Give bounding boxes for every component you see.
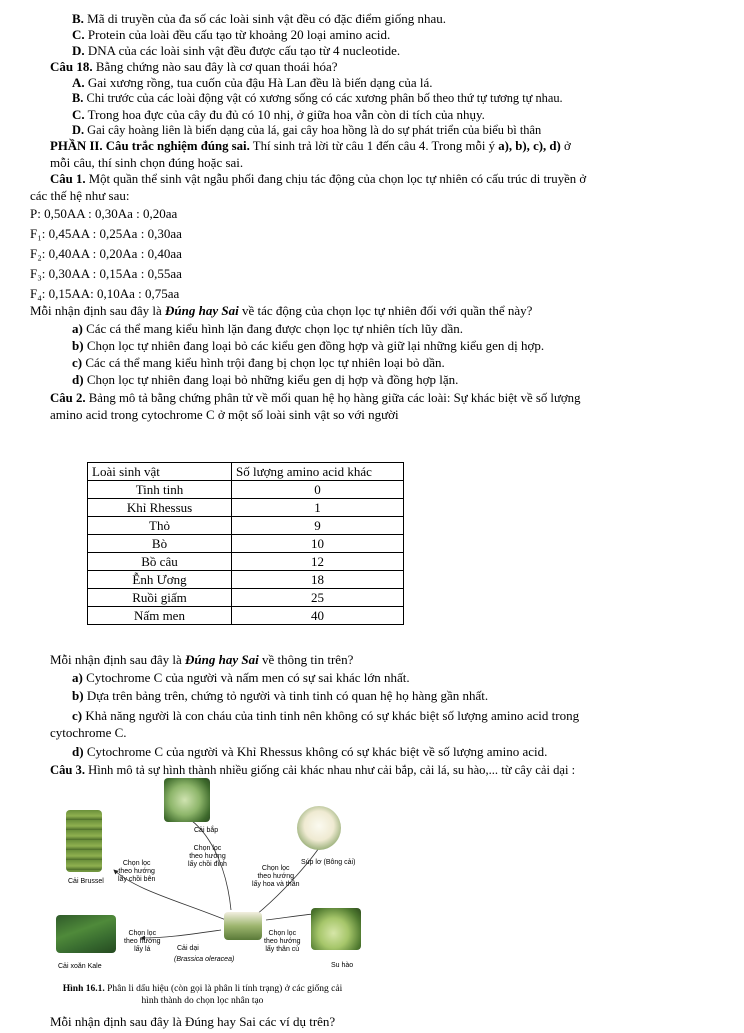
label-brassica: (Brassica oleracea) bbox=[174, 956, 235, 963]
table-header-cell: Số lượng amino acid khác bbox=[232, 463, 404, 481]
cauliflower-image bbox=[297, 806, 341, 850]
c1-gen-f2: F₂: 0,40AA : 0,20Aa : 0,40aa bbox=[30, 246, 182, 261]
c2-statement-c-cont: cytochrome C. bbox=[50, 725, 127, 740]
table-header-cell: Loài sinh vật bbox=[88, 463, 232, 481]
q18-option-b: B. Chi trước của các loài động vật có xương sống có các xương phân bố theo thứ tự tương tự nhau. bbox=[72, 91, 563, 105]
c1-gen-f1: F₁: 0,45AA : 0,25Aa : 0,30aa bbox=[30, 226, 182, 241]
table-row bbox=[88, 589, 404, 607]
label-select-terminal-bud: Chọn lọc theo hướng lấy chồi đỉnh bbox=[188, 845, 227, 868]
table-cell-count: 12 bbox=[232, 553, 404, 571]
label-cai-brussel: Cải Brussel bbox=[68, 878, 104, 885]
c1-statement-b: b) Chọn lọc tự nhiên đang loại bỏ các kiểu gen đồng hợp và giữ lại những kiểu gen dị hợp. bbox=[72, 338, 545, 353]
q17-option-d: D. DNA của các loài sinh vật đều được cấu tạo từ 4 nucleotide. bbox=[72, 43, 401, 58]
brussels-sprouts-image bbox=[66, 810, 102, 872]
table-cell-count: 10 bbox=[232, 535, 404, 553]
table-cell-count: 25 bbox=[232, 589, 404, 607]
c3-prompt: Mỗi nhận định sau đây là Đúng hay Sai các ví dụ trên? bbox=[50, 1014, 336, 1029]
table-cell-count: 9 bbox=[232, 517, 404, 535]
table-row bbox=[88, 571, 404, 589]
table-cell-species: Thỏ bbox=[88, 517, 232, 535]
table-cell-species: Khỉ Rhessus bbox=[88, 499, 232, 517]
q18-option-c: C. Trong hoa đực của cây đu đủ có 10 nhị, ở giữa hoa vẫn còn di tích của nhụy. bbox=[72, 107, 485, 122]
c2-stem-cont: amino acid trong cytochrome C ở một số loài sinh vật so với người bbox=[50, 407, 399, 422]
table-cell-species: Ruồi giấm bbox=[88, 589, 232, 607]
table-cell-species: Tinh tinh bbox=[88, 481, 232, 499]
label-cai-dai: Cải dại bbox=[177, 945, 199, 952]
table-row bbox=[88, 553, 404, 571]
table-row bbox=[88, 499, 404, 517]
label-select-lateral-bud: Chọn lọc theo hướng lấy chồi bên bbox=[118, 860, 156, 883]
table-cell-count: 1 bbox=[232, 499, 404, 517]
c1-gen-p: P: 0,50AA : 0,30Aa : 0,20aa bbox=[30, 206, 178, 221]
label-su-hao: Su hào bbox=[331, 962, 354, 969]
kohlrabi-image bbox=[311, 908, 361, 950]
c1-statement-a: a) Các cá thể mang kiểu hình lặn đang được chọn lọc tự nhiên tích lũy dần. bbox=[72, 321, 464, 336]
table-header-row bbox=[88, 463, 404, 481]
q18-option-d: D. Gai cây hoàng liên là biến dạng của lá, gai cây hoa hồng là do sự phát triển của biểu bì thân bbox=[72, 123, 542, 137]
q17-option-b: B. Mã di truyền của đa số các loài sinh vật đều có đặc điểm giống nhau. bbox=[72, 11, 447, 26]
table-cell-species: Nấm men bbox=[88, 607, 232, 625]
label-select-stem-tuber: Chọn lọc theo hướng lấy thân củ bbox=[264, 930, 301, 953]
table-row bbox=[88, 481, 404, 499]
part2-instruction: mỗi câu, thí sinh chọn đúng hoặc sai. bbox=[50, 155, 244, 170]
figure-caption: Hình 16.1. Phân li dấu hiệu (còn gọi là phân li tính trạng) ở các giống cải hình thành do chọn lọc nhân tạo bbox=[62, 984, 343, 1006]
c2-statement-c: c) Khả năng người là con cháu của tinh tinh nên không có sự khác biệt số lượng amino acid trong bbox=[72, 708, 580, 723]
table-cell-count: 40 bbox=[232, 607, 404, 625]
cabbage-image bbox=[164, 778, 210, 822]
q17-option-c: C. Protein của loài đều cấu tạo từ khoảng 20 loại amino acid. bbox=[72, 27, 391, 42]
label-select-flower-stem: Chọn lọc theo hướng lấy hoa và thân bbox=[252, 865, 300, 888]
label-cai-xoan: Cải xoăn Kale bbox=[58, 963, 102, 970]
q18-option-a: A. Gai xương rồng, tua cuốn của đậu Hà Lan đều là biến dạng của lá. bbox=[72, 75, 433, 90]
c1-gen-f3: F₃: 0,30AA : 0,15Aa : 0,55aa bbox=[30, 266, 182, 281]
c1-stem: Câu 1. Một quần thể sinh vật ngẫu phối đang chịu tác động của chọn lọc tự nhiên có cấu trúc di truyền ở bbox=[50, 172, 587, 186]
table-row bbox=[88, 607, 404, 625]
q18-stem: Câu 18. Bằng chứng nào sau đây là cơ quan thoái hóa? bbox=[50, 59, 338, 74]
c1-statement-d: d) Chọn lọc tự nhiên đang loại bỏ những kiểu gen dị hợp và đồng hợp lặn. bbox=[72, 372, 459, 387]
label-sup-lo: Súp lơ (Bông cải) bbox=[301, 859, 356, 866]
c1-prompt: Mỗi nhận định sau đây là Đúng hay Sai về tác động của chọn lọc tự nhiên đối với quần thể này? bbox=[30, 303, 533, 318]
wild-mustard-image bbox=[224, 912, 262, 940]
c2-statement-b: b) Dựa trên bảng trên, chứng tỏ người và tinh tinh có quan hệ họ hàng gần nhất. bbox=[72, 688, 489, 703]
c1-statement-c: c) Các cá thể mang kiểu hình trội đang bị chọn lọc tự nhiên loại bỏ dần. bbox=[72, 355, 445, 370]
c2-prompt: Mỗi nhận định sau đây là Đúng hay Sai về thông tin trên? bbox=[50, 652, 354, 667]
kale-image bbox=[56, 915, 116, 953]
c3-stem: Câu 3. Hình mô tả sự hình thành nhiều giống cải khác nhau như cải bắp, cải lá, su hào,... từ cây cải dại : bbox=[50, 763, 576, 777]
table-row bbox=[88, 535, 404, 553]
c1-gen-f4: F₄: 0,15AA: 0,10Aa : 0,75aa bbox=[30, 286, 180, 301]
label-cai-bap: Cải bắp bbox=[194, 827, 219, 834]
cytochrome-table bbox=[87, 462, 404, 625]
part2-heading: PHẦN II. Câu trắc nghiệm đúng sai. Thí sinh trả lời từ câu 1 đến câu 4. Trong mỗi ý a), b), c), d) ở bbox=[50, 139, 571, 153]
table-cell-count: 18 bbox=[232, 571, 404, 589]
label-select-leaf: Chọn lọc theo hướng lấy lá bbox=[124, 930, 161, 953]
table-cell-count: 0 bbox=[232, 481, 404, 499]
c2-statement-d: d) Cytochrome C của người và Khỉ Rhessus không có sự khác biệt về số lượng amino acid. bbox=[72, 744, 548, 759]
table-cell-species: Ễnh Ương bbox=[88, 571, 232, 589]
table-cell-species: Bò bbox=[88, 535, 232, 553]
c2-statement-a: a) Cytochrome C của người và nấm men có sự sai khác lớn nhất. bbox=[72, 670, 410, 685]
c2-stem: Câu 2. Bảng mô tả bằng chứng phân tử về mối quan hệ họ hàng giữa các loài: Sự khác biệt về số lượng bbox=[50, 391, 581, 405]
table-cell-species: Bồ câu bbox=[88, 553, 232, 571]
c1-stem-cont: các thế hệ như sau: bbox=[30, 188, 130, 203]
table-row bbox=[88, 517, 404, 535]
brassica-figure bbox=[56, 770, 676, 980]
